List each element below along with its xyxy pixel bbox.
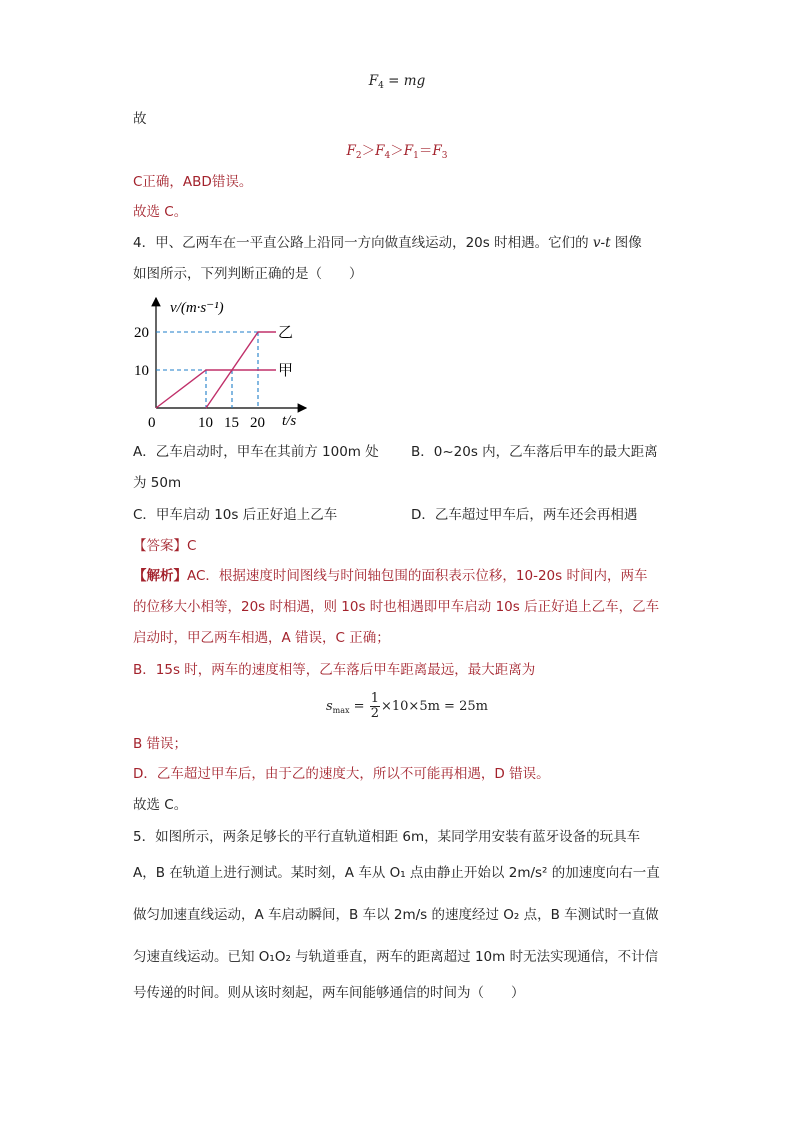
f3-sub: 3: [441, 151, 448, 161]
q4-analysis-line4: B．15s 时，两车的速度相等，乙车落后甲车距离最远，最大距离为: [133, 662, 536, 678]
f4: F: [375, 143, 385, 159]
eq-rhs: = mg: [383, 73, 426, 89]
text-gu: 故: [133, 111, 147, 127]
q5-line4: 匀速直线运动。已知 O₁O₂ 与轨道垂直，两车的距离超过 10m 时无法实现通信，不计信: [133, 949, 659, 965]
q4-analysis-line5: D．乙车超过甲车后，由于乙的速度大，所以不可能再相遇，D 错误。: [133, 766, 550, 782]
eq-symbol: F: [368, 73, 379, 89]
analysis-tag: 【解析】: [133, 568, 187, 584]
frac-den: 2: [370, 705, 379, 721]
f2-sub: 2: [355, 151, 362, 161]
q4-stem-b: 图像: [610, 235, 642, 251]
q4-option-b-line1: B．0~20s 内，乙车落后甲车的最大距离: [411, 444, 658, 460]
f1-sub: 1: [413, 151, 419, 161]
y-tick-10: 10: [134, 363, 149, 379]
q4-option-c: C．甲车启动 10s 后正好追上乙车: [133, 507, 338, 523]
x-tick-10: 10: [198, 415, 213, 431]
gt1: ＞: [361, 143, 376, 159]
q5-line1: 5．如图所示，两条足够长的平行直轨道相距 6m，某同学用安装有蓝牙设备的玩具车: [133, 829, 641, 845]
q5-line5: 号传递的时间。则从该时刻起，两车间能够通信的时间为（ ）: [133, 985, 525, 1001]
text-c-correct: C正确，ABD错误。: [133, 174, 253, 190]
text-choose-c-3: 故选 C。: [133, 204, 188, 220]
smax-eq: =: [349, 698, 369, 714]
q4-answer: 【答案】C: [133, 538, 197, 554]
q4-stem-a: 4．甲、乙两车在一平直公路上沿同一方向做直线运动，20s 时相遇。它们的: [133, 235, 593, 251]
q4-b-wrong: B 错误；: [133, 736, 188, 752]
f3: F: [432, 143, 442, 159]
q4-option-d: D．乙车超过甲车后，两车还会再相遇: [411, 507, 638, 523]
f4-sub: 4: [384, 151, 391, 161]
f1: F: [403, 143, 414, 159]
q4-analysis-line2: 的位移大小相等，20s 时相遇，则 10s 时也相遇即甲车启动 10s 后正好追上乙车，乙车: [133, 599, 660, 615]
q4-stem-line1: [133, 234, 642, 252]
q4-analysis-line1: [133, 567, 647, 585]
gt2: ＞: [390, 143, 404, 159]
q4-option-b-line2: 为 50m: [133, 475, 182, 491]
analysis-text-1: AC．根据速度时间图线与时间轴包围的面积表示位移，10-20s 时间内，两车: [187, 568, 648, 584]
q4-stem-line2: 如图所示，下列判断正确的是（ ）: [133, 266, 363, 282]
y-tick-20: 20: [134, 325, 149, 341]
frac-num: 1: [370, 690, 379, 706]
smax-rest: ×10×5m = 25m: [381, 698, 488, 714]
smax-formula: [326, 688, 488, 724]
q4-option-a: A．乙车启动时，甲车在其前方 100m 处: [133, 444, 379, 460]
x-tick-20: 20: [250, 415, 265, 431]
q5-line3: 做匀加速直线运动，A 车启动瞬间，B 车以 2m/s 的速度经过 O₂ 点，B 车测试时一直做: [133, 907, 659, 923]
x-tick-15: 15: [224, 415, 239, 431]
inequality-forces: [0, 142, 794, 165]
f2: F: [346, 143, 356, 159]
label-jia: 甲: [278, 363, 294, 379]
x-tick-0: 0: [148, 415, 156, 431]
eq-subscript: 4: [378, 81, 384, 91]
fraction-half: [370, 692, 380, 721]
q4-stem-vt: v-t: [592, 235, 611, 251]
q4-choose: 故选 C。: [133, 797, 188, 813]
q5-line2: A，B 在轨道上进行测试。某时刻，A 车从 O₁ 点由静止开始以 2m/s² 的加速度向右一直: [133, 865, 660, 881]
smax-sub: max: [332, 705, 350, 715]
eq-sign: ＝: [418, 143, 433, 159]
smax-s: s: [326, 698, 333, 714]
x-axis-label: t/s: [282, 413, 297, 429]
equation-f4: [0, 72, 794, 95]
y-axis-label: v/(m·s⁻¹): [170, 300, 224, 316]
label-yi: 乙: [278, 325, 294, 341]
q4-analysis-line3: 启动时，甲乙两车相遇，A 错误，C 正确；: [133, 630, 390, 646]
vt-graph: [128, 292, 328, 434]
